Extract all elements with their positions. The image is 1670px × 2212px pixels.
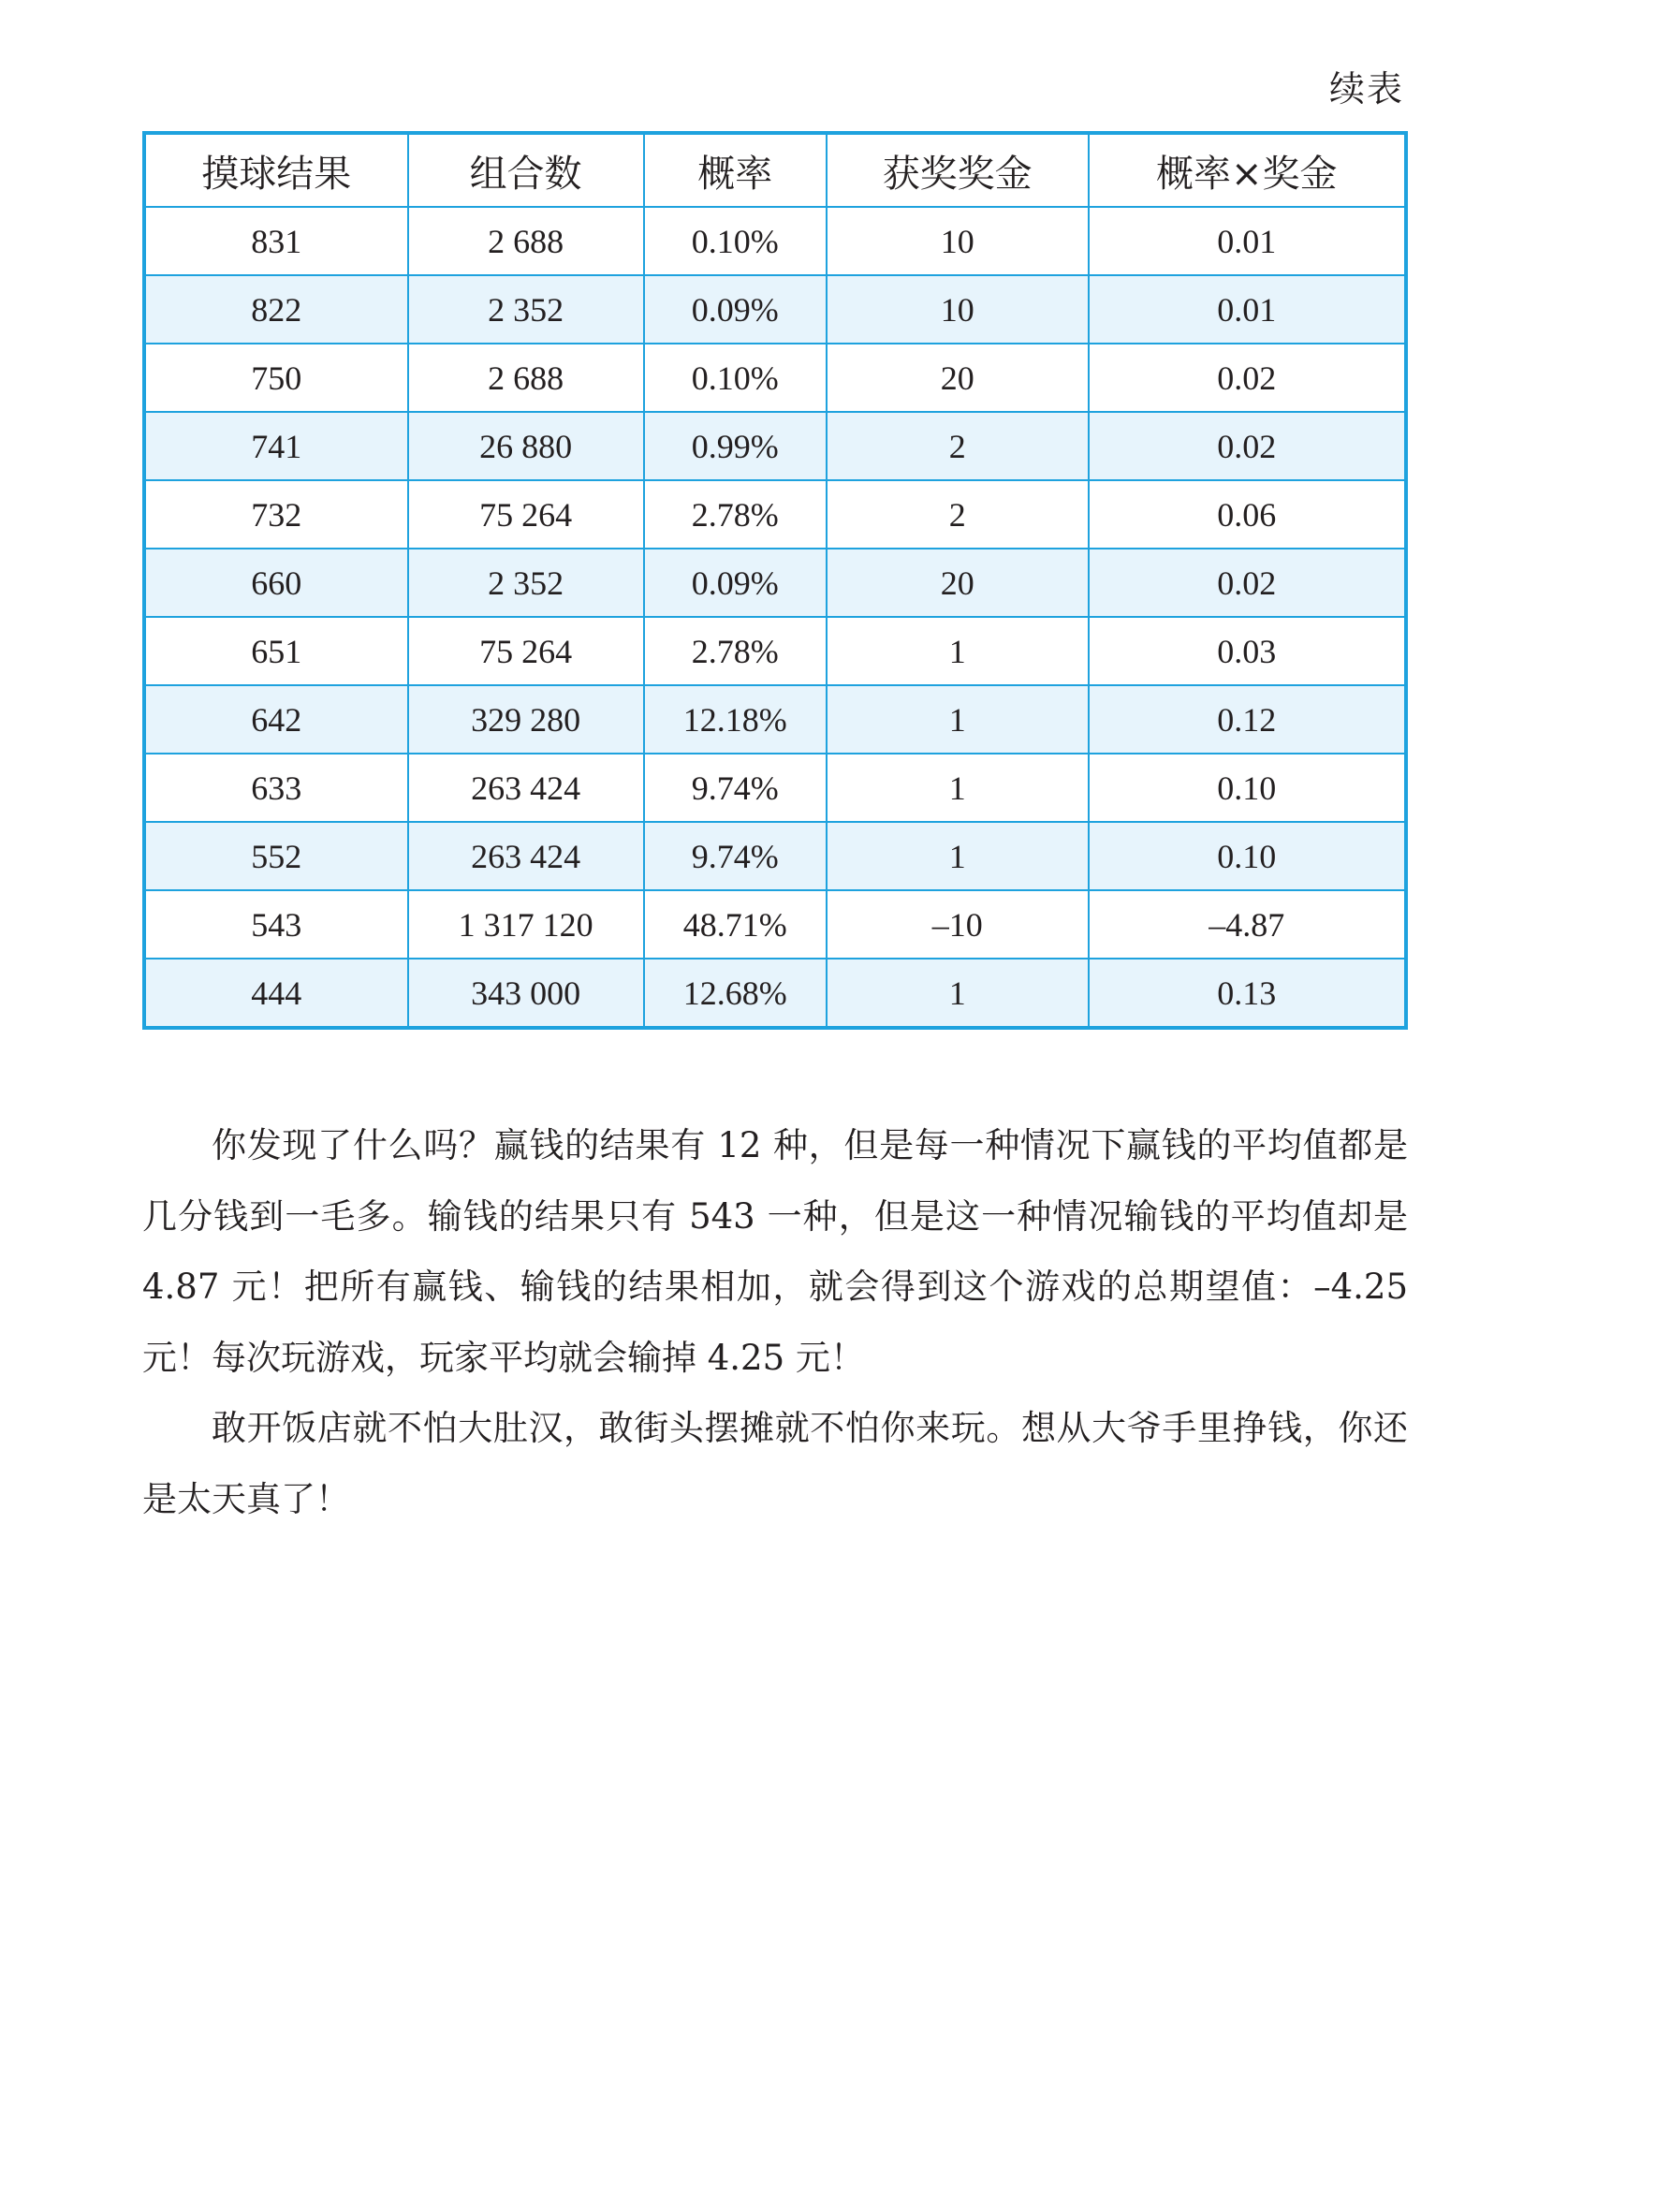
cell-probability-times-prize: 0.01 bbox=[1089, 207, 1406, 275]
cell-probability: 0.10% bbox=[644, 207, 827, 275]
cell-draw-result: 444 bbox=[144, 959, 408, 1028]
table-header-row bbox=[144, 133, 1406, 207]
cell-probability-times-prize: 0.06 bbox=[1089, 480, 1406, 549]
table-row bbox=[144, 412, 1406, 480]
cell-combinations: 1 317 120 bbox=[408, 890, 644, 959]
cell-draw-result: 651 bbox=[144, 617, 408, 685]
paragraph: 你发现了什么吗？赢钱的结果有 12 种，但是每一种情况下赢钱的平均值都是几分钱到一毛多。输钱的结果只有 543 一种，但是这一种情况输钱的平均值却是 4.87 元！把所有赢钱、输钱的结果相加，就会得到这个游戏的总期望值：–4.25 元！每次玩游戏，玩家平均就会输掉 4.25 元！ bbox=[142, 1125, 1408, 1378]
cell-combinations: 2 352 bbox=[408, 549, 644, 617]
cell-draw-result: 831 bbox=[144, 207, 408, 275]
table-continued-label: 续表 bbox=[1328, 68, 1404, 110]
table-row bbox=[144, 480, 1406, 549]
table-row bbox=[144, 207, 1406, 275]
cell-draw-result: 642 bbox=[144, 685, 408, 754]
cell-draw-result: 822 bbox=[144, 275, 408, 344]
cell-prize: 1 bbox=[827, 617, 1089, 685]
table-row bbox=[144, 754, 1406, 822]
cell-probability: 9.74% bbox=[644, 822, 827, 890]
cell-probability-times-prize: –4.87 bbox=[1089, 890, 1406, 959]
table-row bbox=[144, 822, 1406, 890]
table-row bbox=[144, 549, 1406, 617]
header-draw-result: 摸球结果 bbox=[144, 133, 408, 207]
cell-draw-result: 633 bbox=[144, 754, 408, 822]
cell-probability: 0.09% bbox=[644, 275, 827, 344]
paragraph: 敢开饭店就不怕大肚汉，敢街头摆摊就不怕你来玩。想从大爷手里挣钱，你还是太天真了！ bbox=[142, 1408, 1408, 1519]
cell-combinations: 343 000 bbox=[408, 959, 644, 1028]
cell-combinations: 26 880 bbox=[408, 412, 644, 480]
cell-probability: 0.99% bbox=[644, 412, 827, 480]
cell-probability-times-prize: 0.01 bbox=[1089, 275, 1406, 344]
cell-draw-result: 552 bbox=[144, 822, 408, 890]
cell-prize: 1 bbox=[827, 959, 1089, 1028]
cell-probability-times-prize: 0.10 bbox=[1089, 754, 1406, 822]
header-probability-times-prize: 概率×奖金 bbox=[1089, 133, 1406, 207]
cell-probability: 0.10% bbox=[644, 344, 827, 412]
cell-combinations: 263 424 bbox=[408, 754, 644, 822]
cell-prize: 1 bbox=[827, 822, 1089, 890]
cell-combinations: 2 688 bbox=[408, 344, 644, 412]
cell-probability-times-prize: 0.10 bbox=[1089, 822, 1406, 890]
cell-combinations: 2 688 bbox=[408, 207, 644, 275]
table-body bbox=[144, 207, 1406, 1028]
cell-probability-times-prize: 0.12 bbox=[1089, 685, 1406, 754]
cell-probability-times-prize: 0.02 bbox=[1089, 344, 1406, 412]
cell-draw-result: 543 bbox=[144, 890, 408, 959]
table-row bbox=[144, 344, 1406, 412]
probability-table bbox=[142, 131, 1408, 1030]
cell-probability: 9.74% bbox=[644, 754, 827, 822]
cell-probability: 12.68% bbox=[644, 959, 827, 1028]
cell-combinations: 263 424 bbox=[408, 822, 644, 890]
table-row bbox=[144, 685, 1406, 754]
table-row bbox=[144, 617, 1406, 685]
header-combinations: 组合数 bbox=[408, 133, 644, 207]
cell-probability: 2.78% bbox=[644, 617, 827, 685]
cell-probability: 48.71% bbox=[644, 890, 827, 959]
cell-prize: 10 bbox=[827, 207, 1089, 275]
header-probability: 概率 bbox=[644, 133, 827, 207]
cell-prize: 2 bbox=[827, 412, 1089, 480]
cell-probability: 0.09% bbox=[644, 549, 827, 617]
cell-draw-result: 741 bbox=[144, 412, 408, 480]
cell-combinations: 329 280 bbox=[408, 685, 644, 754]
cell-prize: 2 bbox=[827, 480, 1089, 549]
cell-prize: 1 bbox=[827, 754, 1089, 822]
cell-prize: –10 bbox=[827, 890, 1089, 959]
header-prize: 获奖奖金 bbox=[827, 133, 1089, 207]
table-row bbox=[144, 275, 1406, 344]
cell-combinations: 2 352 bbox=[408, 275, 644, 344]
cell-probability-times-prize: 0.03 bbox=[1089, 617, 1406, 685]
cell-probability-times-prize: 0.13 bbox=[1089, 959, 1406, 1028]
table-row bbox=[144, 890, 1406, 959]
cell-draw-result: 750 bbox=[144, 344, 408, 412]
cell-probability-times-prize: 0.02 bbox=[1089, 549, 1406, 617]
cell-prize: 10 bbox=[827, 275, 1089, 344]
cell-combinations: 75 264 bbox=[408, 480, 644, 549]
cell-draw-result: 660 bbox=[144, 549, 408, 617]
cell-probability: 12.18% bbox=[644, 685, 827, 754]
cell-prize: 1 bbox=[827, 685, 1089, 754]
cell-prize: 20 bbox=[827, 344, 1089, 412]
cell-draw-result: 732 bbox=[144, 480, 408, 549]
cell-combinations: 75 264 bbox=[408, 617, 644, 685]
cell-probability: 2.78% bbox=[644, 480, 827, 549]
body-text bbox=[142, 1110, 1408, 1534]
cell-probability-times-prize: 0.02 bbox=[1089, 412, 1406, 480]
cell-prize: 20 bbox=[827, 549, 1089, 617]
table-row bbox=[144, 959, 1406, 1028]
